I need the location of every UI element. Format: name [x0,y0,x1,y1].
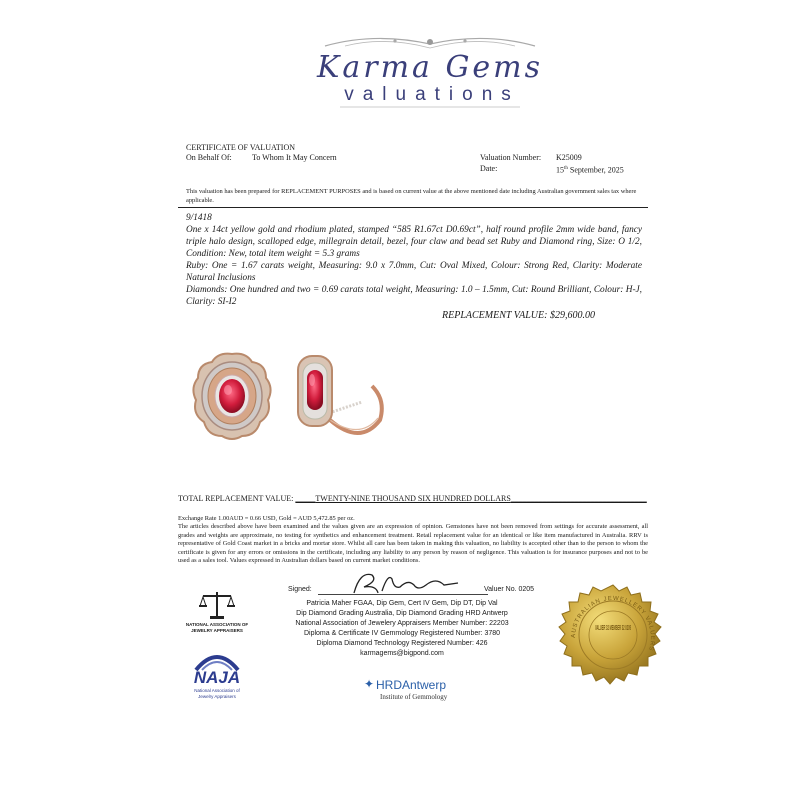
signed-label: Signed: [288,586,312,593]
date-label: Date: [480,164,498,173]
seal-ring-text: AUSTRALIAN JEWELLERY VALUERS [570,595,656,652]
seal-center-text: VALUER 32 MEMBER 32 0205 [595,625,632,632]
diamond-details: Diamonds: One hundred and two = 0.69 carats total weight, Measuring: 1.0 – 1.5mm, Cut: Round Brilliant, Colour: H-J, Clarity: SI-I2 [186,285,642,307]
ring-front-image [190,350,275,442]
purpose-note: This valuation has been prepared for REPLACEMENT PURPOSES and is based on current value at the above mentioned date including Australian government sales tax where applicable. [186,188,637,204]
ruby-details: Ruby: One = 1.67 carats weight, Measuring: 9.0 x 7.0mm, Cut: Oval Mixed, Colour: Strong Red, Clarity: Moderate Natural Inclusions [186,261,642,283]
replacement-value: REPLACEMENT VALUE: $29,600.00 [442,310,595,321]
behalf-value: To Whom It May Concern [252,153,337,162]
naja-subtitle: National Association of [194,688,240,693]
handwritten-signature [348,569,468,597]
credential-line: Dip Diamond Grading Australia, Dip Diamond Grading HRD Antwerp [296,610,508,617]
certificate-title: CERTIFICATE OF VALUATION [186,143,296,152]
ornament-bottom [340,104,520,110]
hrd-subtitle: Institute of Gemmology [380,693,448,701]
credential-line: National Association of Jewelery Appraisers Member Number: 22203 [295,620,509,627]
brand-name: Karma Gems [316,50,544,85]
contact-email: karmagems@bigpond.com [360,650,444,657]
naja-scales-badge [184,590,250,640]
header-divider [178,207,648,208]
hrd-antwerp-logo [364,678,474,704]
behalf-label: On Behalf Of: [186,153,232,162]
valuer-number: Valuer No. 0205 [484,586,535,593]
ornament-top [315,32,545,52]
credential-line: Diploma Diamond Technology Registered Number: 426 [316,640,488,647]
total-label: TOTAL REPLACEMENT VALUE: [178,494,294,503]
naja-subtitle: Jewelry Appraisers [198,693,236,699]
valuation-number-label: Valuation Number: [480,153,542,162]
exchange-rate: Exchange Rate 1.00AUD = 0.66 USD, Gold = AUD 5,472.85 per oz. [178,515,355,522]
total-replacement [178,494,648,504]
item-reference: 9/1418 [186,213,212,223]
naja-wordmark: NAJA [193,668,241,687]
naja-top-line: JEWELRY APPRAISERS [191,627,243,633]
star-icon: ✦ [364,677,375,691]
ring-side-image [290,350,390,442]
logo [280,32,570,110]
item-description: One x 14ct yellow gold and rhodium plated, stamped “585 R1.67ct D0.69ct”, half round profile 2mm wide band, fancy triple halo design, scalloped edge, millegrain detail, bezel, four claw and bead set Ruby and Diamond ring, Size: O 1/2, Condition: New, total item weight = 5.3 grams [186,225,642,259]
signatory-details [282,599,522,659]
naja-logo-badge [186,650,248,704]
brand-sub: valuations [344,84,520,105]
credential-line: Patricia Maher FGAA, Dip Gem, Cert IV Gem, Dip DT, Dip Val [306,600,498,607]
hrd-wordmark: HRDAntwerp [376,678,447,692]
date-value: 15th September, 2025 [556,165,624,175]
naja-top-line: NATIONAL ASSOCIATION OF [185,622,249,627]
valuation-number: K25009 [556,153,582,162]
disclaimer: The articles described above have been examined and the values given are an expression of opinion. Gemstones have not been removed from settings for accurate assessment, all grades and weights are approximate, no testing for synthetics and enhancement treatment. Retail replacement value for an identical or like item manufactured in Australia. RRV is representative of Gold Coast market in a bricks and mortar store. Whilst all care has been taken in making this valuation, no liability is accepted other than to the person to whom the certificate is given for any errors or omissions in the certificate, including any liability to any person by reason of negligence. This valuation is for insurance purposes and not to be used as a sales tool. Values expressed in Australian dollars based on current market conditions. [178,523,648,565]
total-words: _____TWENTY-NINE THOUSAND SIX HUNDRED DOLLARS__________________________________ [295,494,647,503]
scales-icon [198,590,236,620]
gold-seal [558,583,668,693]
signature-row [288,583,535,595]
credential-line: Diploma & Certificate IV Gemmology Registered Number: 3780 [303,630,501,637]
